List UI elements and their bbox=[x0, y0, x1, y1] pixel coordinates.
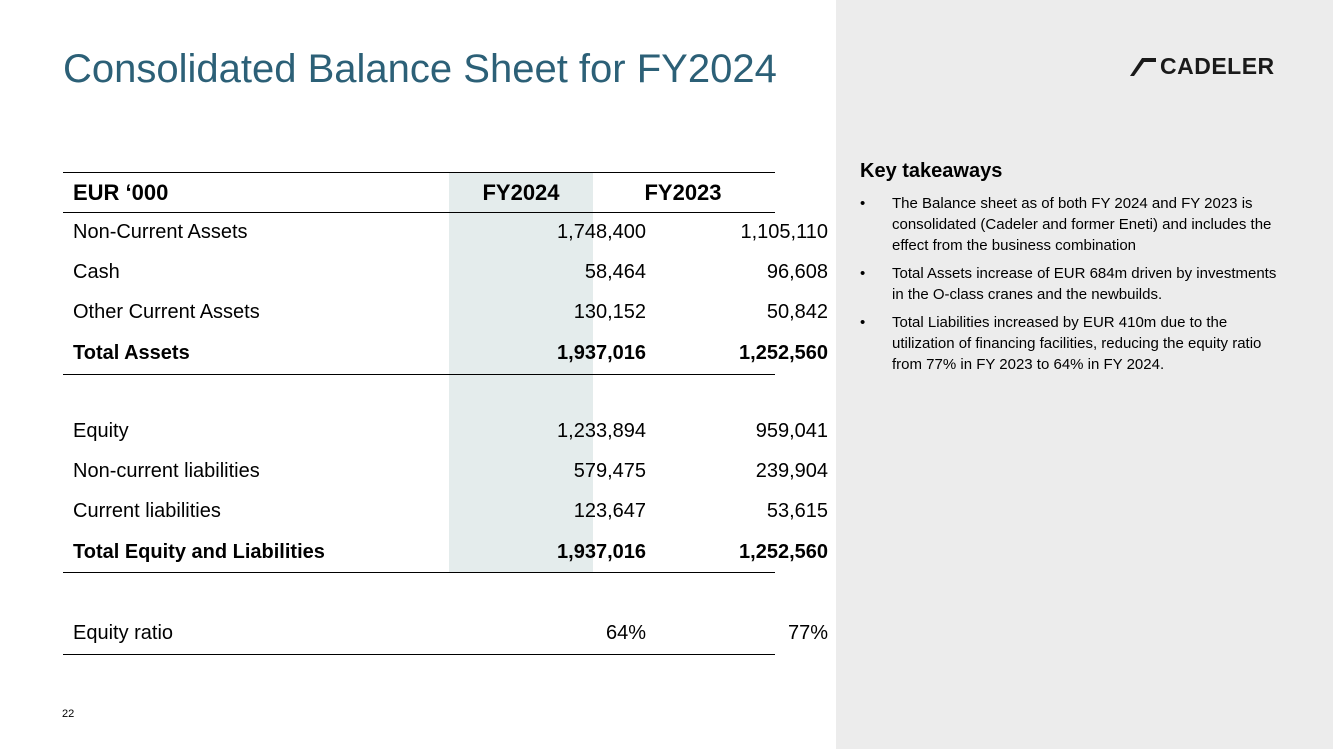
fy2023-value: 959,041 bbox=[755, 420, 828, 442]
fy2023-value: 239,904 bbox=[755, 460, 828, 482]
row-label: Equity ratio bbox=[73, 622, 174, 644]
bullet-icon: • bbox=[860, 314, 866, 331]
row-label: Cash bbox=[73, 261, 120, 283]
table-row bbox=[63, 252, 828, 292]
list-item bbox=[860, 312, 1280, 375]
fy2024-value: 1,937,016 bbox=[557, 541, 646, 563]
fy2024-header: FY2024 bbox=[482, 180, 560, 205]
fy2023-value: 53,615 bbox=[766, 500, 828, 522]
row-label: Current liabilities bbox=[73, 500, 221, 522]
section-rule bbox=[63, 572, 775, 573]
bullet-icon: • bbox=[860, 265, 866, 282]
total-equity-liabilities-row bbox=[63, 532, 828, 572]
fy2024-value: 1,937,016 bbox=[557, 342, 646, 364]
page-title: Consolidated Balance Sheet for FY2024 bbox=[63, 47, 777, 91]
table-row bbox=[63, 411, 828, 451]
fy2024-value: 1,748,400 bbox=[557, 221, 646, 243]
row-label: Other Current Assets bbox=[73, 301, 260, 323]
row-label: Non-current liabilities bbox=[73, 460, 260, 482]
fy2024-value: 130,152 bbox=[573, 301, 646, 323]
cadeler-logo bbox=[1128, 50, 1275, 82]
table-row bbox=[63, 212, 828, 252]
total-assets-row bbox=[63, 333, 828, 373]
takeaway-text: The Balance sheet as of both FY 2024 and FY 2023 is consolidated (Cadeler and former Eneti) and includes the effect from the business combination bbox=[892, 195, 1272, 254]
key-takeaways-list bbox=[860, 193, 1280, 382]
table-header-row bbox=[63, 173, 775, 213]
fy2024-value: 58,464 bbox=[584, 261, 646, 283]
fy2024-value: 64% bbox=[605, 622, 646, 644]
key-takeaways-title: Key takeaways bbox=[860, 160, 1003, 182]
currency-unit-header: EUR ‘000 bbox=[73, 180, 169, 205]
bullet-icon: • bbox=[860, 195, 866, 212]
section-rule bbox=[63, 374, 775, 375]
fy2024-value: 123,647 bbox=[573, 500, 646, 522]
fy2023-value: 1,252,560 bbox=[739, 541, 828, 563]
fy2023-value: 1,105,110 bbox=[740, 221, 828, 243]
row-label: Equity bbox=[73, 420, 129, 442]
logo-text: CADELER bbox=[1160, 52, 1275, 79]
list-item bbox=[860, 263, 1280, 305]
cadeler-logo-mark-icon bbox=[1128, 52, 1160, 80]
takeaway-text: Total Assets increase of EUR 684m driven by investments in the O-class cranes and the newbuilds. bbox=[892, 265, 1277, 303]
fy2024-value: 1,233,894 bbox=[557, 420, 646, 442]
takeaway-text: Total Liabilities increased by EUR 410m due to the utilization of financing facilities, reducing the equity ratio from 77% in FY 2023 to 64% in FY 2024. bbox=[892, 314, 1262, 373]
equity-ratio-row bbox=[63, 613, 828, 653]
fy2024-value: 579,475 bbox=[573, 460, 646, 482]
table-row bbox=[63, 451, 828, 491]
fy2023-value: 1,252,560 bbox=[739, 342, 828, 364]
row-label: Non-Current Assets bbox=[73, 221, 248, 243]
table-bottom-rule bbox=[63, 654, 775, 655]
list-item bbox=[860, 193, 1280, 256]
row-label: Total Equity and Liabilities bbox=[73, 541, 325, 563]
table-row bbox=[63, 491, 828, 531]
fy2023-value: 77% bbox=[787, 622, 828, 644]
table-row bbox=[63, 292, 828, 332]
row-label: Total Assets bbox=[73, 342, 190, 364]
fy2023-header: FY2023 bbox=[644, 180, 722, 205]
fy2023-value: 96,608 bbox=[766, 261, 828, 283]
fy2023-value: 50,842 bbox=[766, 301, 828, 323]
page-number: 22 bbox=[62, 708, 75, 720]
